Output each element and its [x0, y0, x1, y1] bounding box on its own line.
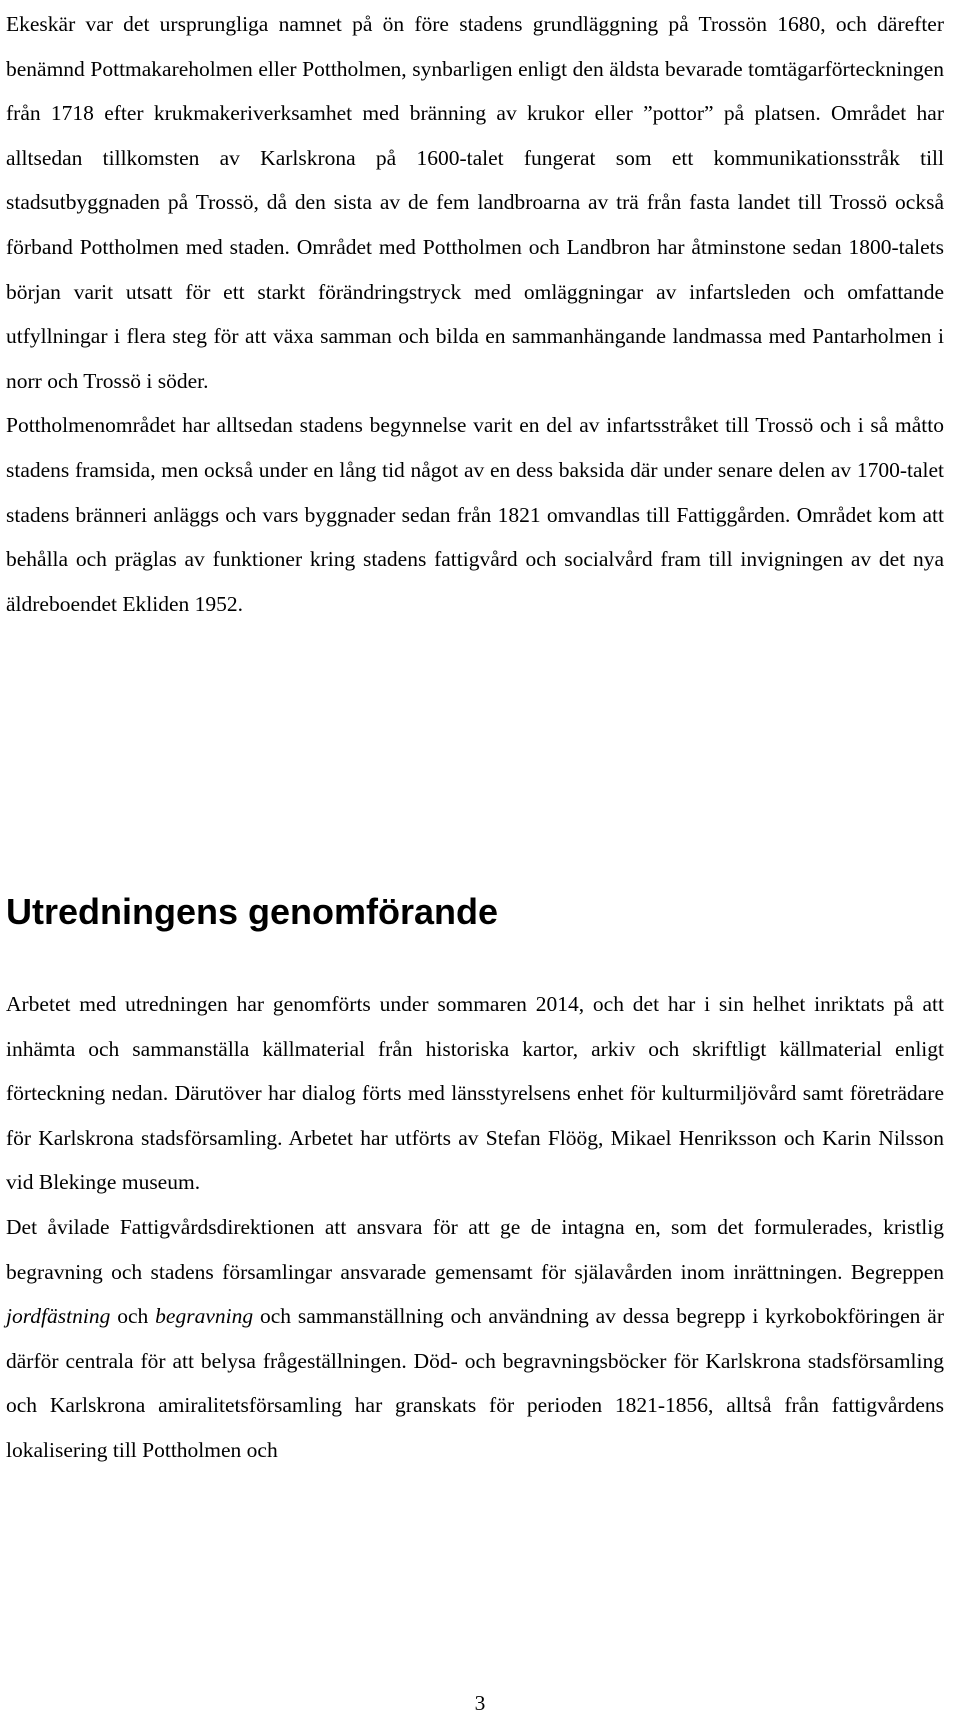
- paragraph-burial: [6, 1205, 944, 1473]
- term-jordfastning: jordfästning: [6, 1304, 111, 1329]
- paragraph-pottholmen: Pottholmenområdet har alltsedan stadens begynnelse varit en del av infartsstråket till Trossö och i så måtto stadens framsida, men också under en lång tid något av en dess baksida där under senare delen av 1700-talet stadens bränneri anläggs och vars byggnader sedan från 1821 omvandlas till Fattiggården. Området kom att behålla och präglas av funktioner kring stadens fattigvård och socialvård fram till invigningen av det nya äldreboendet Ekliden 1952.: [6, 413, 944, 616]
- page-number: 3: [474, 1691, 486, 1715]
- burial-text-3: och sammanställning och användning av dessa begrepp i kyrkobokföringen är därför centrala för att belysa frågeställningen. Död- och begravningsböcker för Karlskrona stadsförsamling och Karlskrona amiralitetsförsamling har granskats för perioden 1821-1856, alltså från fattigvårdens lokalisering till Pottholmen och: [6, 1304, 945, 1462]
- term-begravning: begravning: [155, 1304, 254, 1329]
- section-heading: Utredningens genomförande: [6, 891, 499, 932]
- method-section: [6, 982, 944, 1473]
- burial-text-1: Det åvilade Fattigvårdsdirektionen att ansvara för att ge de intagna en, som det formulerades, kristlig begravning och stadens församlingar ansvarade gemensamt för själavården inom inrättningen. Begreppen: [6, 1214, 944, 1284]
- burial-text-2: och: [110, 1304, 156, 1329]
- intro-section: [6, 0, 944, 626]
- paragraph-history: Ekeskär var det ursprungliga namnet på ön före stadens grundläggning på Trossön 1680, och därefter benämnd Pottmakareholmen eller Pottholmen, synbarligen enligt den äldsta bevarade tomtägarförteckningen från 1718 efter krukmakeriverksamhet med bränning av krukor eller ”pottor” på platsen. Området har alltsedan tillkomsten av Karlskrona på 1600-talet fungerat som ett kommunikationsstråk till stadsutbyggnaden på Trossö, då den sista av de fem landbroarna av trä från fasta landet till Trossö också förband Pottholmen med staden. Området med Pottholmen och Landbron har åtminstone sedan 1800-talets början varit utsatt för ett starkt förändringstryck med omläggningar av infartsleden och omfattande utfyllningar i flera steg för att växa samman och bilda en sammanhängande landmassa med Pantarholmen i norr och Trossö i söder.: [6, 12, 944, 393]
- paragraph-method: Arbetet med utredningen har genomförts under sommaren 2014, och det har i sin helhet inriktats på att inhämta och sammanställa källmaterial från historiska kartor, arkiv och skriftligt källmaterial enligt förteckning nedan. Därutöver har dialog förts med länsstyrelsens enhet för kulturmiljövård samt företrädare för Karlskrona stadsförsamling. Arbetet har utförts av Stefan Flöög, Mikael Henriksson och Karin Nilsson vid Blekinge museum.: [6, 992, 944, 1195]
